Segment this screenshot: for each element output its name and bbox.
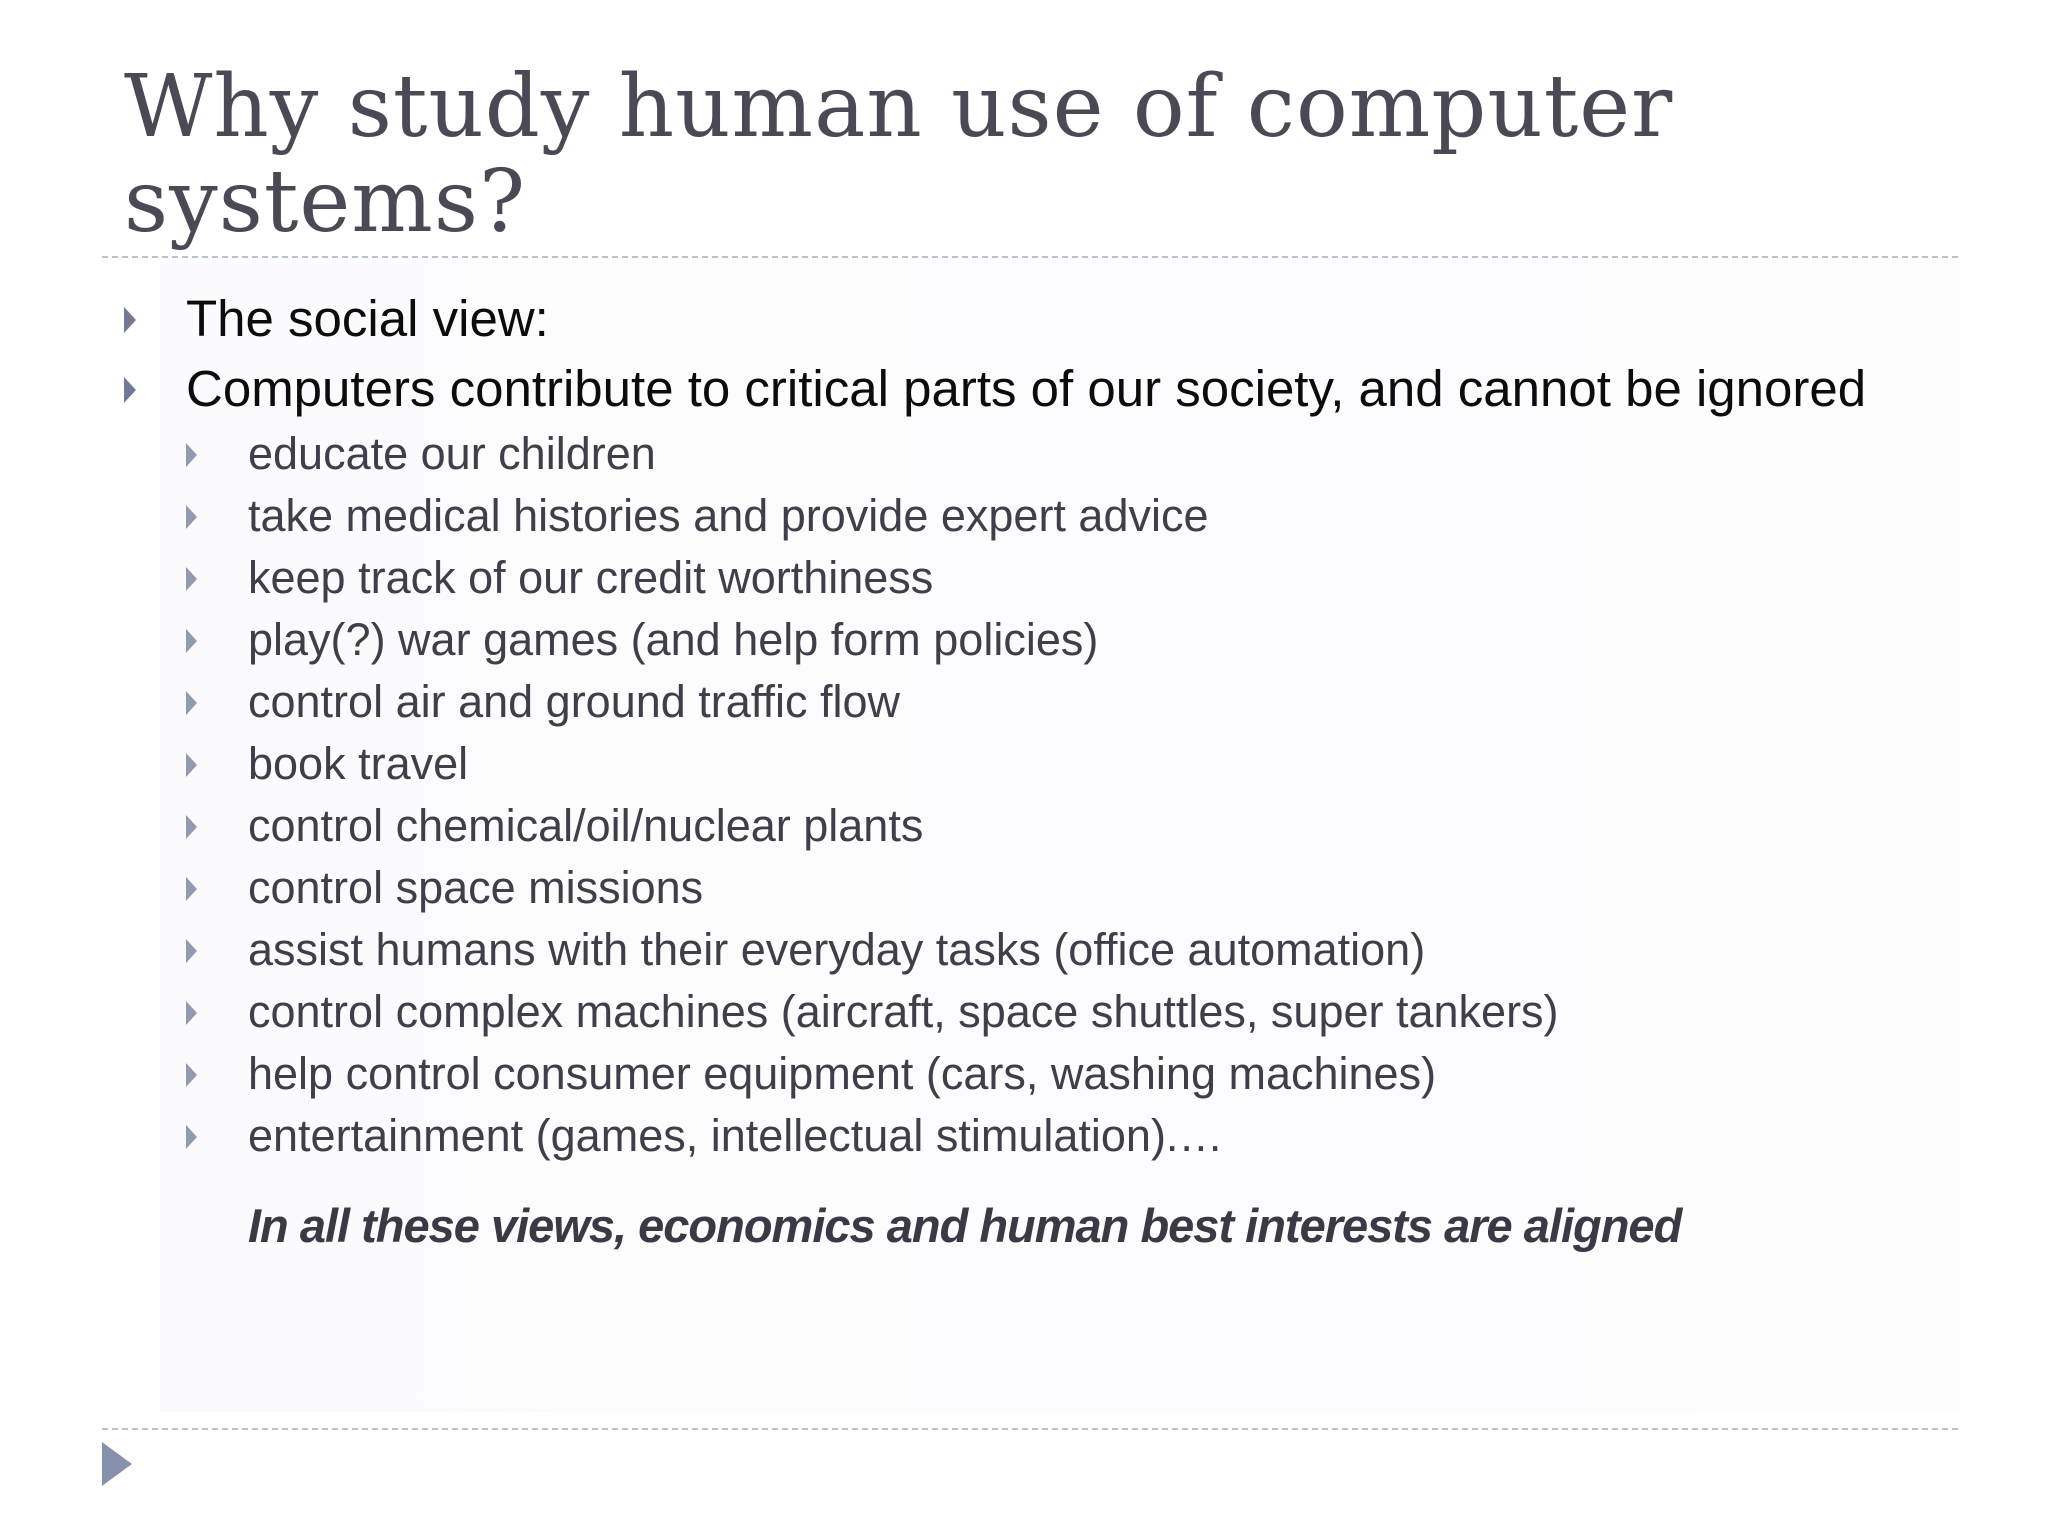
triangle-bullet-icon	[186, 877, 197, 901]
emphasis-note: In all these views, economics and human best interests are aligned	[248, 1199, 1682, 1252]
triangle-bullet-icon	[124, 377, 136, 403]
triangle-bullet-icon	[186, 443, 197, 467]
footer-divider	[102, 1428, 1958, 1430]
sub-bullet-text: control air and ground traffic flow	[248, 676, 901, 727]
sub-bullet-text: control space missions	[248, 862, 704, 913]
sub-bullet-text: play(?) war games (and help form policies)	[248, 614, 1099, 665]
title-divider	[102, 256, 1958, 258]
sub-bullet-text: control complex machines (aircraft, space shuttles, super tankers)	[248, 986, 1559, 1037]
sub-bullet-text: book travel	[248, 738, 469, 789]
triangle-bullet-icon	[124, 307, 136, 333]
triangle-bullet-icon	[186, 1125, 197, 1149]
slide-title: Why study human use of computer systems?	[124, 57, 1674, 252]
triangle-bullet-icon	[186, 505, 197, 529]
triangle-bullet-icon	[186, 1063, 197, 1087]
triangle-bullet-icon	[186, 1001, 197, 1025]
triangle-bullet-icon	[186, 629, 197, 653]
sub-bullet-text: take medical histories and provide expert advice	[248, 490, 1209, 541]
sub-bullet-text: assist humans with their everyday tasks (office automation)	[248, 924, 1426, 975]
triangle-bullet-icon	[186, 691, 197, 715]
triangle-bullet-icon	[186, 815, 197, 839]
triangle-bullet-icon	[186, 939, 197, 963]
bullet-text: Computers contribute to critical parts of our society, and cannot be ignored	[186, 360, 1867, 417]
triangle-bullet-icon	[186, 753, 197, 777]
sub-bullet-text: educate our children	[248, 428, 656, 479]
bullet-text: The social view:	[186, 290, 549, 347]
sub-bullet-text: control chemical/oil/nuclear plants	[248, 800, 924, 851]
sub-bullet-text: help control consumer equipment (cars, washing machines)	[248, 1048, 1437, 1099]
triangle-bullet-icon	[186, 567, 197, 591]
play-arrow-icon[interactable]	[102, 1442, 132, 1486]
sub-bullet-text: keep track of our credit worthiness	[248, 552, 934, 603]
sub-bullet-text: entertainment (games, intellectual stimulation).…	[248, 1110, 1224, 1161]
